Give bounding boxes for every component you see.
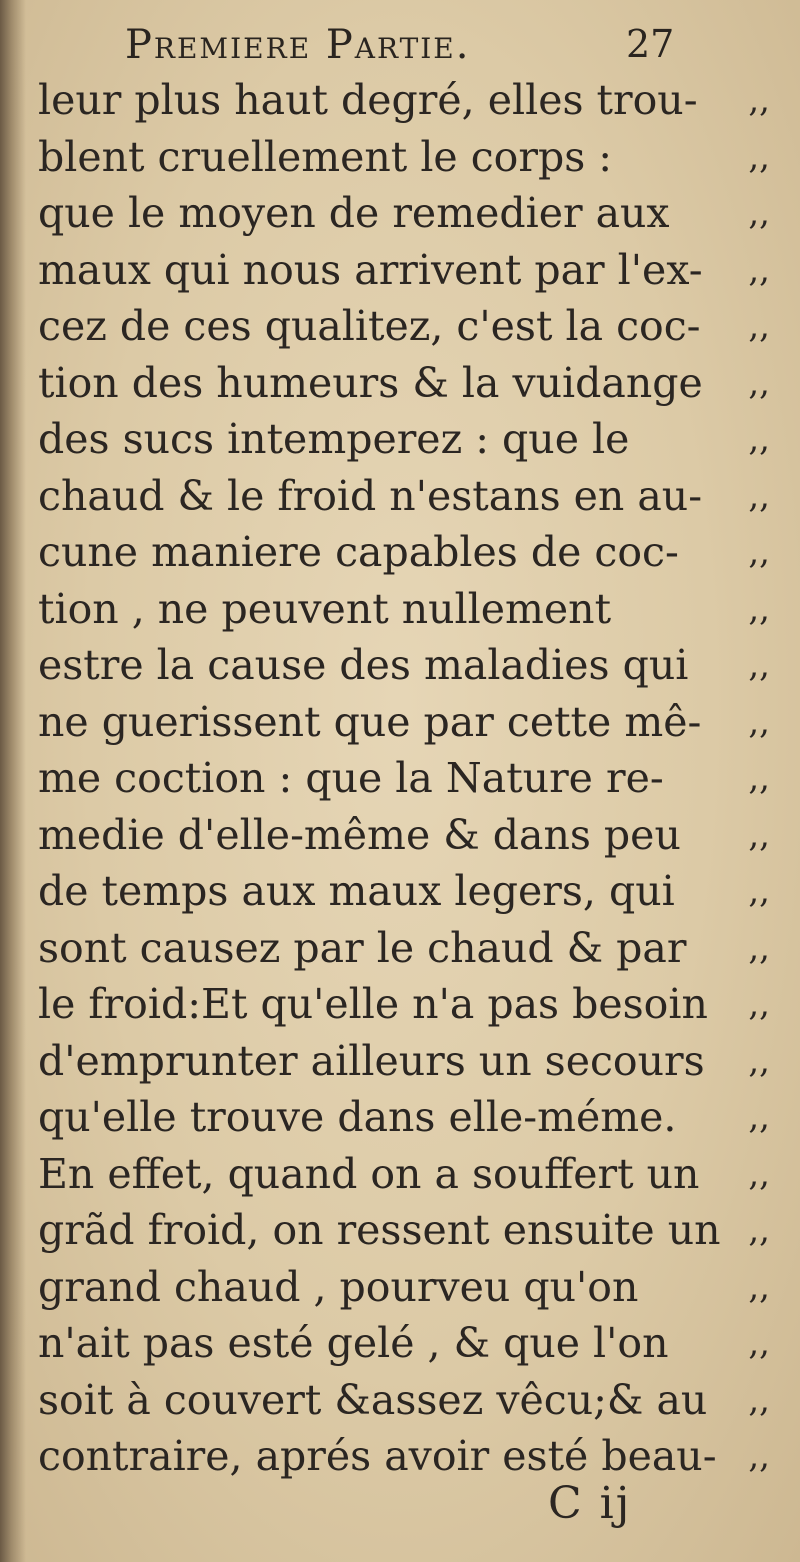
line-text: me coction : que la Nature re- — [38, 754, 664, 802]
line-text: des sucs intemperez : que le — [38, 415, 630, 463]
line-text: soit à couvert &assez vêcu;& au — [38, 1375, 708, 1424]
text-line — [38, 1089, 782, 1146]
text-line — [38, 468, 782, 525]
text-line — [38, 298, 782, 355]
line-text: cez de ces qualitez, c'est la coc- — [38, 302, 701, 350]
line-text: blent cruellement le corps : — [38, 132, 613, 181]
signature-mark: C ij — [548, 1478, 632, 1529]
quote-mark: ,, — [748, 814, 770, 855]
page-header — [0, 16, 800, 72]
text-line — [38, 1428, 782, 1485]
line-text: d'emprunter ailleurs un secours — [38, 1036, 705, 1085]
page-number: 27 — [626, 22, 675, 66]
text-line — [38, 807, 782, 864]
quote-mark: ,, — [748, 193, 770, 233]
text-line — [38, 637, 782, 694]
text-line — [38, 1033, 782, 1090]
quote-mark: ,, — [748, 1153, 770, 1194]
quote-mark: ,, — [748, 249, 770, 290]
quote-mark: ,, — [748, 1097, 770, 1137]
text-line — [38, 1146, 782, 1203]
quote-mark: ,, — [748, 758, 770, 798]
quote-mark: ,, — [748, 588, 770, 629]
line-text: medie d'elle-même & dans peu — [38, 810, 681, 859]
line-text: cune maniere capables de coc- — [38, 528, 679, 576]
text-line — [38, 863, 782, 920]
text-line — [38, 976, 782, 1033]
text-line — [38, 1315, 782, 1372]
line-text: grãd froid, on ressent ensuite un — [38, 1206, 721, 1254]
line-text: le froid:Et qu'elle n'a pas besoin — [38, 980, 708, 1028]
line-text: sont causez par le chaud & par — [38, 923, 687, 972]
text-line — [38, 581, 782, 638]
quote-mark: ,, — [748, 419, 770, 459]
text-line — [38, 524, 782, 581]
quote-mark: ,, — [748, 475, 770, 516]
line-text: maux qui nous arrivent par l'ex- — [38, 245, 703, 294]
text-line — [38, 72, 782, 129]
quote-mark: ,, — [748, 306, 770, 346]
quote-mark: ,, — [748, 1323, 770, 1363]
text-line — [38, 1372, 782, 1429]
line-text: tion , ne peuvent nullement — [38, 584, 612, 633]
quote-mark: ,, — [748, 136, 770, 177]
line-text: n'ait pas esté gelé , & que l'on — [38, 1319, 669, 1367]
line-text: En effet, quand on a souffert un — [38, 1149, 700, 1198]
line-text: ne guerissent que par cette mê- — [38, 697, 702, 746]
text-line — [38, 411, 782, 468]
quote-mark: ,, — [748, 984, 770, 1024]
body-text — [38, 72, 782, 1485]
text-line — [38, 694, 782, 751]
quote-mark: ,, — [748, 645, 770, 685]
line-text: contraire, aprés avoir esté beau- — [38, 1432, 717, 1480]
line-text: leur plus haut degré, elles trou- — [38, 76, 698, 124]
running-title: Premiere Partie. — [125, 22, 471, 68]
page-gutter-shadow — [0, 0, 26, 1562]
quote-mark: ,, — [748, 1379, 770, 1420]
text-line — [38, 129, 782, 186]
quote-mark: ,, — [748, 1040, 770, 1081]
text-line — [38, 242, 782, 299]
text-line — [38, 1259, 782, 1316]
line-text: grand chaud , pourveu qu'on — [38, 1262, 639, 1311]
text-line — [38, 1202, 782, 1259]
quote-mark: ,, — [748, 532, 770, 572]
quote-mark: ,, — [748, 701, 770, 742]
line-text: chaud & le froid n'estans en au- — [38, 471, 703, 520]
line-text: que le moyen de remedier aux — [38, 189, 670, 237]
line-text: estre la cause des maladies qui — [38, 641, 689, 689]
quote-mark: ,, — [748, 1436, 770, 1476]
line-text: de temps aux maux legers, qui — [38, 867, 675, 915]
quote-mark: ,, — [748, 927, 770, 968]
text-line — [38, 355, 782, 412]
quote-mark: ,, — [748, 1266, 770, 1307]
quote-mark: ,, — [748, 362, 770, 403]
text-line — [38, 920, 782, 977]
text-line — [38, 750, 782, 807]
quote-mark: ,, — [748, 871, 770, 911]
line-text: tion des humeurs & la vuidange — [38, 358, 703, 407]
quote-mark: ,, — [748, 80, 770, 120]
quote-mark: ,, — [748, 1210, 770, 1250]
text-line — [38, 185, 782, 242]
line-text: qu'elle trouve dans elle-méme. — [38, 1093, 677, 1141]
